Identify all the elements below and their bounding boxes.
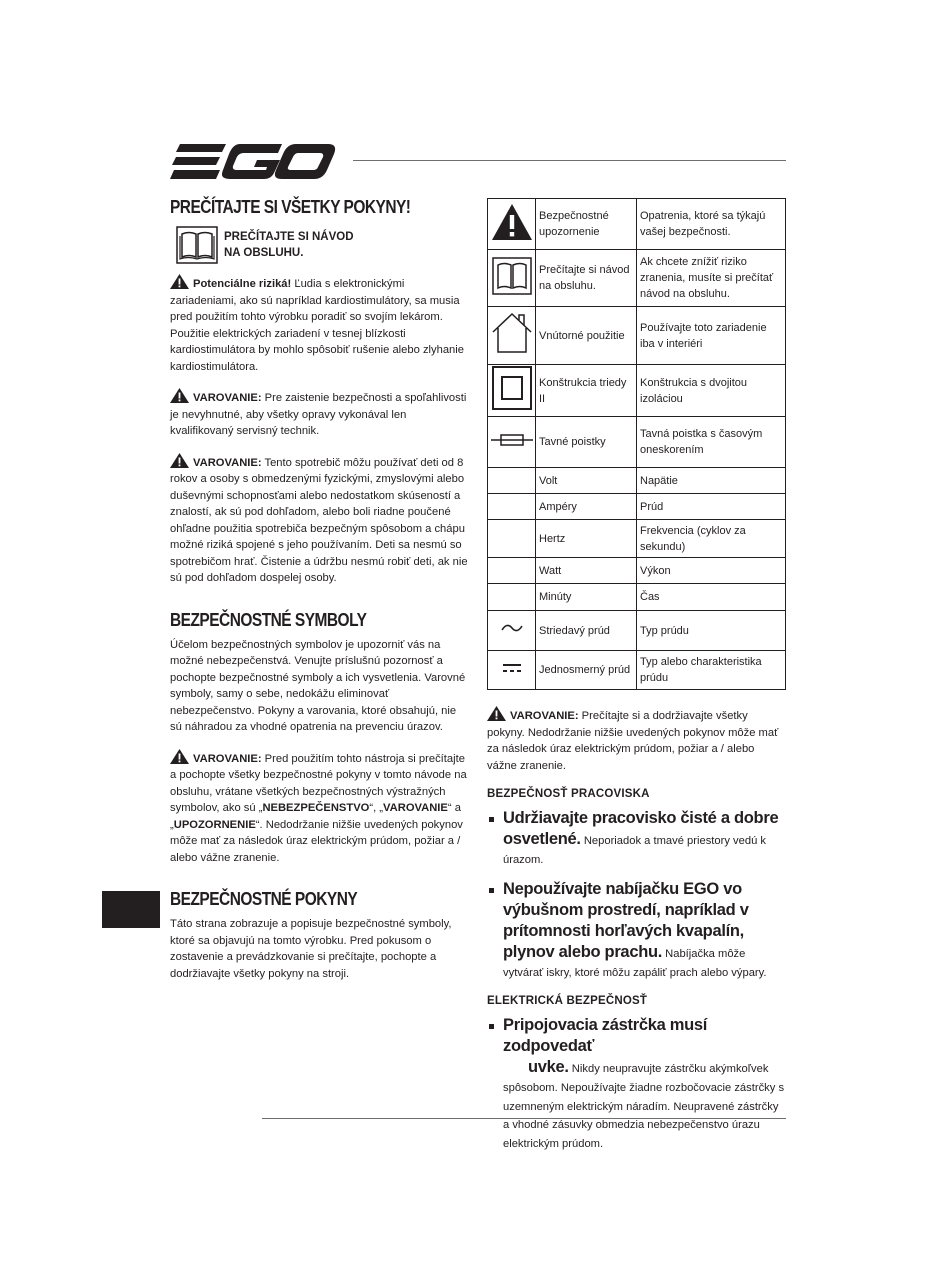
table-row (488, 307, 786, 365)
table-row (488, 250, 786, 307)
warning-follow-instructions-paragraph (487, 706, 787, 774)
read-manual-line2: NA OBSLUHU. (224, 247, 304, 259)
warning-text-part: Pred použitím tohto nástroja si prečítajte a pochopte všetky bezpečnostné pokyny v tomto návode na obsluhu, vrátane všetkých bezpečnostných výstražných symbolov, ako sú „ (170, 752, 467, 814)
symbol-description: Frekvencia (cyklov za sekundu) (637, 520, 786, 558)
warning-triangle-icon (170, 274, 189, 289)
house-icon (490, 310, 534, 356)
warning-children-text: Tento spotrebič môžu používať deti od 8 rokov a osoby s obmedzenými fyzickými, zmyslovými alebo duševnými schopnosťami alebo nedostatkom skúseností a znalostí, ak sú pod dohľadom, alebo boli riadne poučené ohľadne použitia spotrebiča bezpečným spôsobom a chápu možné riziká spojené s jeho používaním. Deti sa nesmú so spotrebičom hrať. Čistenie a údržbu nesmú robiť deti, ak nie sú pod dohľadom dospelej osoby. (170, 456, 468, 584)
warning-triangle-icon (487, 706, 506, 721)
risk-label: Potenciálne riziká! (193, 278, 292, 290)
read-all-instructions-title: PREČÍTAJTE SI VŠETKY POKYNY! (170, 197, 411, 217)
table-row (488, 558, 786, 584)
symbol-description: Opatrenia, ktoré sa týkajú vašej bezpečnosti. (637, 199, 786, 250)
warning-read-instructions-paragraph (170, 749, 470, 867)
warning-word: VAROVANIE (383, 802, 448, 814)
symbol-description: Ak chcete znížiť riziko zranenia, musíte si prečítať návod na obsluhu. (637, 250, 786, 307)
symbol-name: Ampéry (536, 494, 637, 520)
right-column (487, 706, 787, 1152)
symbol-name: Jednosmerný prúd (536, 651, 637, 690)
symbol-name: Tavné poistky (536, 417, 637, 468)
bullet-heading: Udržiavajte pracovisko čisté a dobre osvetlené. (503, 809, 779, 848)
work-area-safety-heading: BEZPEČNOSŤ PRACOVISKA (487, 788, 650, 800)
warning-label: VAROVANIE: (193, 456, 262, 469)
symbol-name: Watt (536, 558, 637, 584)
warning-label: VAROVANIE: (193, 752, 262, 765)
table-row (488, 365, 786, 417)
safety-symbols-table (487, 198, 786, 690)
manual-book-icon (491, 255, 533, 297)
safety-instructions-title: BEZPEČNOSTNÉ POKYNY (170, 889, 358, 909)
bullet-square (489, 1024, 494, 1029)
language-tab-marker (102, 891, 160, 928)
symbol-name: Minúty (536, 584, 637, 611)
warning-text-part: “ a „ (170, 802, 461, 831)
symbol-description: Výkon (637, 558, 786, 584)
symbol-description: Napätie (637, 468, 786, 494)
symbol-name: Volt (536, 468, 637, 494)
symbol-name: Konštrukcia triedy II (536, 365, 637, 417)
work-area-bullet-clean (487, 808, 787, 869)
work-area-bullet-explosive (487, 879, 787, 982)
safety-symbols-text: Účelom bezpečnostných symbolov je upozorniť vás na možné nebezpečenstvá. Venujte príslušnú pozornosť a pochopte bezpečnostné symboly a ich vysvetlenia. Varovné symboly, samy o sebe, nedokážu eliminovať nebezpečenstvo. Pokyny a varovania, ktoré obsahujú, nie sú náhradou za vhodné opatrenia na prevenciu úrazov. (170, 638, 466, 733)
bullet-square (489, 888, 494, 893)
table-row (488, 611, 786, 651)
symbol-name: Hertz (536, 520, 637, 558)
bullet-text: Nabíjačka môže vytvárať iskry, ktoré môžu zapáliť prach alebo výpary. (503, 947, 767, 979)
symbol-description: Prúd (637, 494, 786, 520)
table-row (488, 494, 786, 520)
bullet-heading-continued: uvke. (528, 1058, 569, 1076)
symbol-description: Tavná poistka s časovým oneskorením (637, 417, 786, 468)
electrical-bullet-plug (487, 1015, 787, 1152)
warning-triangle-icon (170, 749, 189, 764)
ego-logo (170, 142, 338, 182)
manual-book-icon (176, 226, 218, 264)
bullet-heading: Nepoužívajte nabíjačku EGO vo výbušnom prostredí, napríklad v prítomnosti horľavých kvapalín, plynov alebo prachu. (503, 879, 749, 961)
warning-repairs-paragraph (170, 388, 470, 440)
left-column (170, 196, 470, 982)
read-manual-row (176, 226, 470, 264)
symbol-description: Typ prúdu (637, 611, 786, 651)
symbol-description: Konštrukcia s dvojitou izoláciou (637, 365, 786, 417)
double-square-icon (490, 365, 534, 411)
ac-wave-icon (500, 621, 524, 635)
warning-label: VAROVANIE: (510, 710, 579, 722)
warning-triangle-icon (170, 453, 189, 468)
safety-symbols-title: BEZPEČNOSTNÉ SYMBOLY (170, 609, 367, 630)
warning-triangle-icon (170, 388, 189, 403)
footer-rule (262, 1118, 786, 1119)
caution-word: UPOZORNENIE (173, 818, 256, 831)
bullet-square (489, 817, 494, 822)
bullet-text: Nikdy neupravujte zástrčku akýmkoľvek spôsobom. Nepoužívajte žiadne rozbočovacie zástrčky s uzemneným elektrickým náradím. Neupravené zástrčky a vhodné zásuvky obmedzia nebezpečenstvo úrazu elektrickým prúdom. (503, 1063, 785, 1150)
warning-text-part: “. Nedodržanie nižšie uvedených pokynov môže mať za následok úraz elektrickým prúdom, požiar a / alebo vážne zranenie. (170, 818, 463, 864)
safety-instructions-text: Táto strana zobrazuje a popisuje bezpečnostné symboly, ktoré sa objavujú na tomto výrobku. Pred pokusom o zostavenie a prevádzkovanie si prečítajte, pochopte a dodržiavajte všetky pokyny na stroji. (170, 918, 452, 980)
table-row (488, 584, 786, 611)
dc-current-icon (500, 661, 524, 675)
symbol-name: Bezpečnostné upozornenie (536, 199, 637, 250)
table-row (488, 520, 786, 558)
symbol-name: Prečítajte si návod na obsluhu. (536, 250, 637, 307)
bullet-text: Neporiadok a tmavé priestory vedú k úrazom. (503, 835, 767, 866)
symbol-description: Čas (637, 584, 786, 611)
table-row (488, 417, 786, 468)
risk-paragraph (170, 274, 470, 375)
fuse-icon (489, 430, 535, 450)
bullet-heading: Pripojovacia zástrčka musí zodpovedať (503, 1016, 708, 1055)
electrical-safety-heading: ELEKTRICKÁ BEZPEČNOSŤ (487, 995, 648, 1007)
table-row (488, 651, 786, 690)
warning-children-paragraph (170, 453, 470, 587)
table-row (488, 468, 786, 494)
symbol-description: Typ alebo charakteristika prúdu (637, 651, 786, 690)
symbol-description: Používajte toto zariadenie iba v interiéri (637, 307, 786, 365)
symbol-name: Vnútorné použitie (536, 307, 637, 365)
read-manual-line1: PREČÍTAJTE SI NÁVOD (224, 231, 354, 243)
symbol-name: Striedavý prúd (536, 611, 637, 651)
header-rule (353, 160, 786, 161)
warning-triangle-icon (490, 201, 534, 243)
table-row (488, 199, 786, 250)
risk-text: Ľudia s elektronickými zariadeniami, ako sú napríklad kardiostimulátory, sa musia pred použitím tohto výrobku poradiť so svojím lekárom. Použitie elektrických zariadení v tesnej blízkosti kardiostimulátora by mohlo spôsobiť rušenie alebo zlyhanie kardiostimulátora. (170, 278, 464, 373)
warning-repairs-text: Pre zaistenie bezpečnosti a spoľahlivosti je nevyhnutné, aby všetky opravy vykonával len kvalifikovaný servisný technik. (170, 392, 467, 437)
warning-text: Prečítajte si a dodržiavajte všetky pokyny. Nedodržanie nižšie uvedených pokynov môže mať za následok úraz elektrickým prúdom, požiar a / alebo vážne zranenie. (487, 710, 779, 772)
warning-text-part: “, „ (369, 802, 384, 814)
warning-label: VAROVANIE: (193, 392, 262, 404)
danger-word: NEBEZPEČENSTVO (262, 802, 370, 814)
